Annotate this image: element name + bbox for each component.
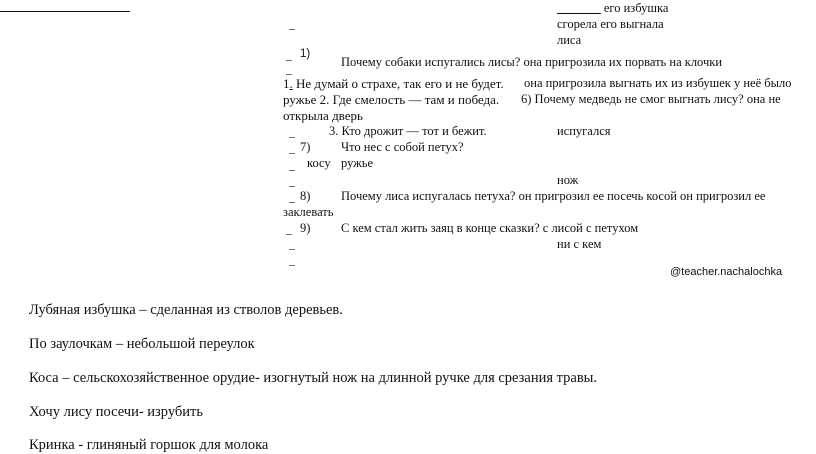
watermark-text: @teacher.nachalochka <box>670 266 783 278</box>
answer-line-3: лиса <box>557 33 582 47</box>
question-8: Почему лиса испугалась петуха? он пригрозил ее посечь косой он пригрозил ее <box>341 189 766 203</box>
question-number-7: 7) <box>300 140 311 154</box>
question-1: Почему собаки испугались лисы? она пригрозила их порвать на клочки <box>341 55 723 69</box>
answer-ni-s-kem: ни с кем <box>557 237 602 251</box>
dash-marker: – <box>286 52 292 66</box>
answer-line-6: испугался <box>557 124 611 138</box>
answer-line-5: открыла дверь <box>283 108 363 123</box>
answer-line-2: сгорела его выгнала <box>557 17 664 31</box>
glossary-item: По заулочкам – небольшой переулок <box>29 336 255 352</box>
glossary-item: Кринка - глиняный горшок для молока <box>29 437 269 453</box>
dash-marker: – <box>286 66 292 80</box>
question-number-9: 9) <box>300 221 311 235</box>
question-9: С кем стал жить заяц в конце сказки? с лисой с петухом <box>341 221 639 235</box>
dash-marker: – <box>289 178 295 192</box>
proverb-number-1: 1 <box>283 76 290 91</box>
proverb-line-3: 3. Кто дрожит — тот и бежит. <box>329 124 487 138</box>
question-number-1: 1) <box>300 48 311 60</box>
question-number-8: 8) <box>300 189 311 203</box>
glossary-item: Лубяная избушка – сделанная из стволов деревьев. <box>29 302 343 318</box>
answer-line-4: она пригрозила выгнать их из избушек у неё было <box>524 76 792 90</box>
answer-blank: _______ <box>557 1 601 15</box>
dash-marker: – <box>289 241 295 255</box>
answer-nozh: нож <box>557 173 579 187</box>
top-rule <box>0 11 130 12</box>
answer-text-1: его избушка <box>600 1 669 15</box>
dash-marker: – <box>289 162 295 176</box>
question-6: 6) Почему медведь не смог выгнать лису? она не <box>521 92 781 106</box>
dash-marker: – <box>289 194 295 208</box>
answer-kosu: косу <box>307 156 331 170</box>
proverb-text-1: Не думай о страхе, так его и не будет. <box>292 76 504 91</box>
answer-zaklevat: заклевать <box>283 205 334 219</box>
dash-marker: – <box>289 257 295 271</box>
dash-marker: – <box>289 21 295 35</box>
answer-ruzhe: ружье <box>341 156 374 170</box>
proverb-dot: . <box>289 76 293 91</box>
glossary-item: Коса – сельскохозяйственное орудие- изогнутый нож на длинной ручке для срезания травы. <box>29 370 598 386</box>
proverb-line-1 <box>283 76 504 91</box>
proverb-line-2: ружье 2. Где смелость — там и победа. <box>283 92 500 107</box>
glossary-item: Хочу лису посечи- изрубить <box>29 404 203 420</box>
question-7: Что нес с собой петух? <box>341 140 464 154</box>
dash-marker: – <box>286 226 292 240</box>
dash-marker: – <box>289 145 295 159</box>
dash-marker: – <box>289 129 295 143</box>
answer-line-1 <box>557 1 668 16</box>
